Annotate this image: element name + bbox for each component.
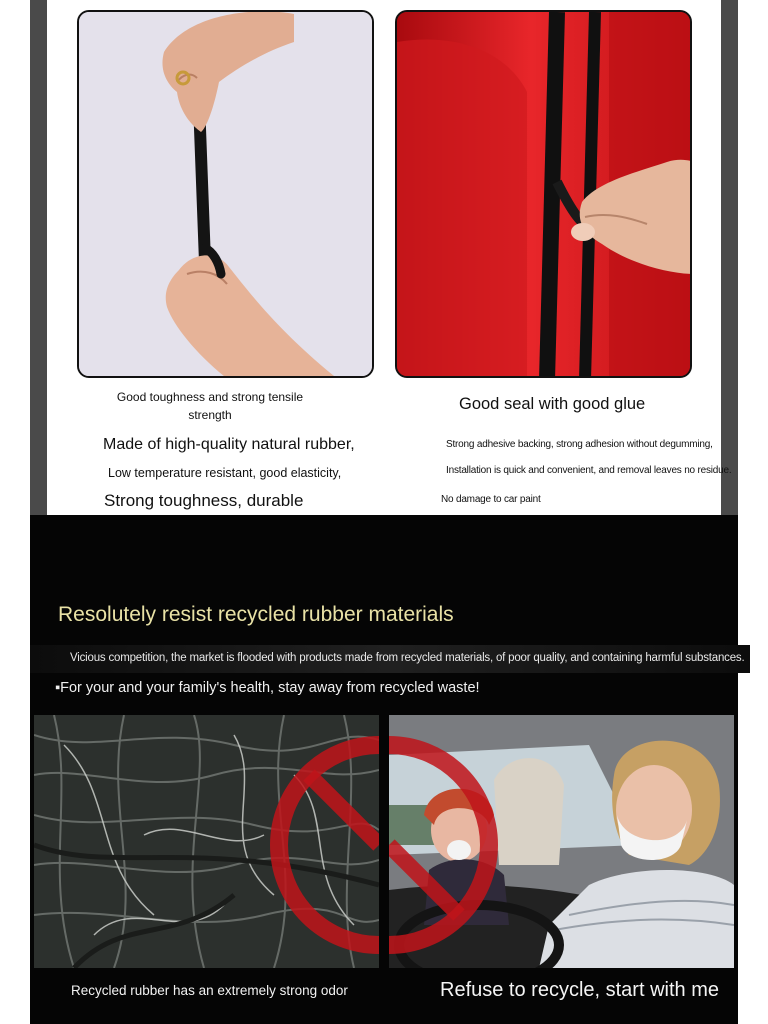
car-door-seal-photo	[395, 10, 692, 378]
car-door-seal-illustration	[397, 12, 692, 378]
right-margin-bottom	[738, 515, 768, 1024]
seal-line-2: Installation is quick and convenient, and removal leaves no residue.	[446, 465, 732, 476]
rubber-pile-illustration	[34, 715, 379, 968]
toughness-line-2: Low temperature resistant, good elasticity,	[108, 466, 342, 480]
refuse-recycle-caption: Refuse to recycle, start with me	[440, 979, 719, 1001]
toughness-line-1: Made of high-quality natural rubber,	[103, 436, 355, 453]
recycled-warning-subline: Vicious competition, the market is flooded with products made from recycled materials, of poor quality, and containing harmful substances.	[70, 652, 745, 664]
stretching-strip-photo	[77, 10, 374, 378]
health-warning-line: ▪For your and your family's health, stay away from recycled waste!	[55, 680, 480, 696]
seal-line-1: Strong adhesive backing, strong adhesion without degumming,	[446, 439, 713, 450]
right-gutter	[721, 0, 738, 560]
seal-feature-title: Good seal with good glue	[459, 395, 646, 413]
left-margin-bottom	[0, 515, 30, 1024]
seal-line-3: No damage to car paint	[441, 494, 541, 505]
stretching-strip-illustration	[79, 12, 374, 378]
recycled-odor-caption: Recycled rubber has an extremely strong odor	[71, 983, 348, 998]
car-interior-illustration	[389, 715, 734, 968]
left-margin	[0, 0, 30, 515]
left-gutter	[30, 0, 47, 560]
toughness-feature-title: Good toughness and strong tensile strength	[116, 390, 304, 422]
toughness-line-3: Strong toughness, durable	[104, 491, 304, 510]
recycled-rubber-pile-photo	[34, 715, 379, 968]
recycled-warning-headline: Resolutely resist recycled rubber materials	[58, 603, 454, 626]
car-occupants-masks-photo	[389, 715, 734, 968]
